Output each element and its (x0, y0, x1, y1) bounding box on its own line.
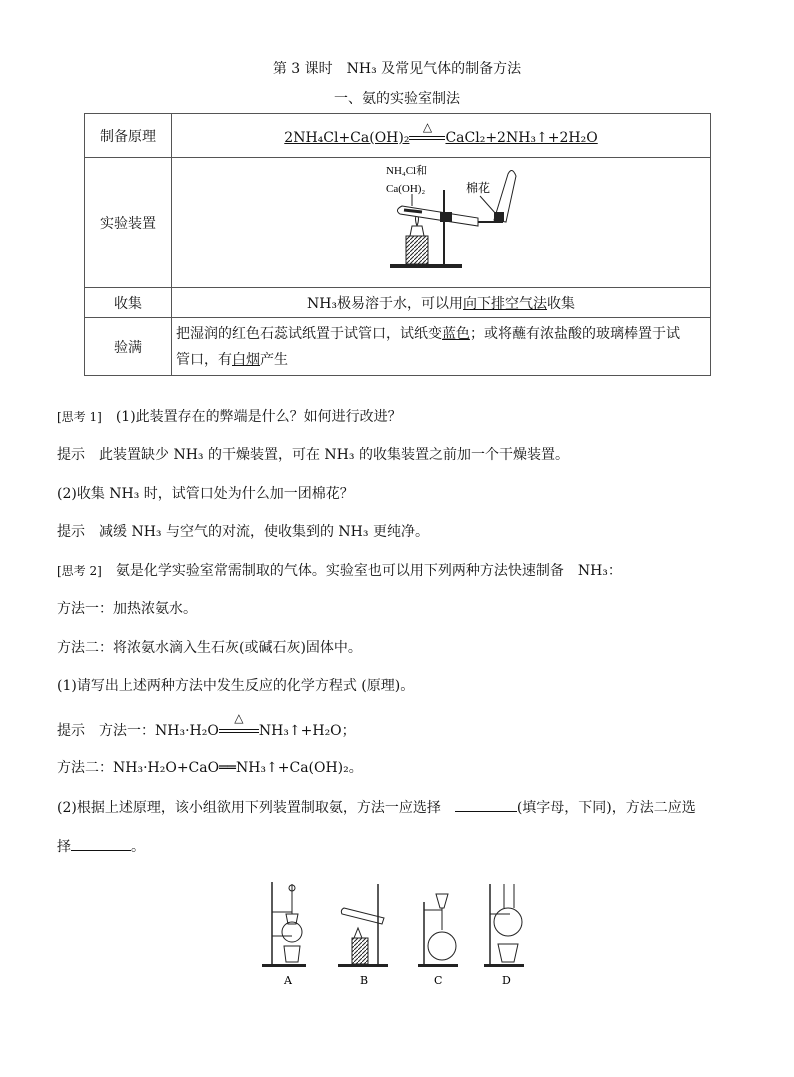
page-title: 第 3 课时 NH₃ 及常见气体的制备方法 (272, 61, 522, 77)
heat-arrow (409, 119, 445, 146)
think2-question2-line1 (57, 797, 696, 817)
think2-intro-text: 氨是化学实验室常需制取的气体。实验室也可以用下列两种方法快速制备 NH₃： (115, 563, 622, 579)
cotton-label: 棉花 (466, 181, 491, 195)
equation-reactants: 2NH₄Cl+Ca(OH)₂ (284, 129, 410, 146)
check-line1-after: ；或将蘸有浓盐酸的玻璃棒置于试 (470, 325, 680, 342)
row-label-check-full: 验满 (85, 318, 172, 376)
apparatus-d (484, 884, 524, 987)
think1-answer1: 提示 此装置缺少 NH₃ 的干燥装置，可在 NH₃ 的收集装置之前加一个干燥装置。 (57, 447, 569, 463)
apparatus-options-figure (258, 874, 538, 990)
apparatus-label-d: D (502, 974, 511, 987)
think2-method1: 方法一：加热浓氨水。 (57, 601, 197, 617)
row-label-apparatus: 实验装置 (85, 158, 172, 288)
apparatus-label-c: C (434, 974, 443, 987)
think2-tag: [思考 2] (57, 564, 102, 578)
q2-text-mid: (填字母，下同)，方法二应选 (516, 800, 696, 816)
heat-arrow-2 (219, 711, 259, 733)
collection-cell (172, 288, 711, 318)
q2-text-line2: 择 (57, 839, 71, 855)
answer-blank-method2[interactable] (71, 850, 131, 851)
answer1-reactant: NH₃·H₂O (155, 723, 219, 739)
equation-products: CaCl₂+2NH₃↑+2H₂O (445, 129, 598, 146)
think2-answer1 (57, 711, 356, 740)
apparatus-label-a: A (284, 974, 292, 987)
ammonia-apparatus-figure (382, 160, 572, 286)
collection-method: 向下排空气法 (463, 295, 548, 312)
table-row (85, 158, 711, 288)
lab-method-table (84, 113, 711, 376)
table-row (85, 288, 711, 318)
principle-equation (172, 114, 711, 158)
alcohol-lamp (410, 226, 424, 236)
check-line2-after: 产生 (260, 351, 288, 368)
answer1-prefix: 提示 方法一： (57, 723, 155, 739)
test-tube (397, 206, 478, 226)
row-label-principle: 制备原理 (85, 114, 172, 158)
cotton-pointer (480, 196, 496, 214)
think2-question1: (1)请写出上述两种方法中发生反应的化学方程式 (原理)。 (57, 678, 415, 694)
check-line1-before: 把湿润的红色石蕊试纸置于试管口，试纸变 (176, 325, 442, 342)
clamp (440, 212, 452, 222)
think2-question2-line2 (57, 836, 145, 856)
answer-blank-method1[interactable] (455, 811, 517, 812)
section-heading: 一、氨的实验室制法 (334, 91, 460, 107)
think1-q1-text: (1)此装置存在的弊端是什么？如何进行改进？ (115, 409, 402, 425)
heat-symbol: △ (422, 119, 433, 134)
apparatus-cell (172, 158, 711, 288)
table-row (85, 318, 711, 376)
think1-tag: [思考 1] (57, 410, 102, 424)
think1-question2: (2)收集 NH₃ 时，试管口处为什么加一团棉花？ (57, 486, 354, 502)
apparatus-c (418, 894, 458, 987)
apparatus-label-b: B (360, 974, 369, 987)
row-label-collection: 收集 (85, 288, 172, 318)
check-white-smoke: 白烟 (232, 351, 260, 368)
heat-symbol-2: △ (234, 711, 244, 725)
apparatus-b (338, 884, 388, 987)
think2-method2: 方法二：将浓氨水滴入生石灰(或碱石灰)固体中。 (57, 640, 362, 656)
q2-text-start: (2)根据上述原理，该小组欲用下列装置制取氨，方法一应选择 (57, 800, 441, 816)
think2-intro (57, 560, 622, 580)
answer1-products: NH₃↑+H₂O； (258, 723, 356, 739)
stand-base (390, 264, 462, 268)
collection-text-after: 收集 (547, 295, 576, 312)
check-full-cell (172, 318, 711, 376)
apparatus-a (262, 882, 306, 987)
check-line2-before: 管口，有 (176, 351, 232, 368)
think1-question1 (57, 406, 402, 426)
heater-block (406, 236, 428, 264)
think2-answer2: 方法二：NH₃·H₂O+CaO══NH₃↑+Ca(OH)₂。 (57, 760, 363, 776)
reagent-label-line2: Ca(OH)₂ (386, 183, 426, 195)
check-blue: 蓝色 (442, 325, 470, 342)
think1-answer2: 提示 减缓 NH₃ 与空气的对流，使收集到的 NH₃ 更纯净。 (57, 524, 429, 540)
q2-text-end: 。 (131, 839, 145, 855)
collection-text-before: NH₃极易溶于水，可以用 (306, 295, 464, 312)
table-row (85, 114, 711, 158)
reagent-label-line1: NH₄Cl和 (386, 165, 428, 177)
solid-reagent (404, 210, 422, 212)
